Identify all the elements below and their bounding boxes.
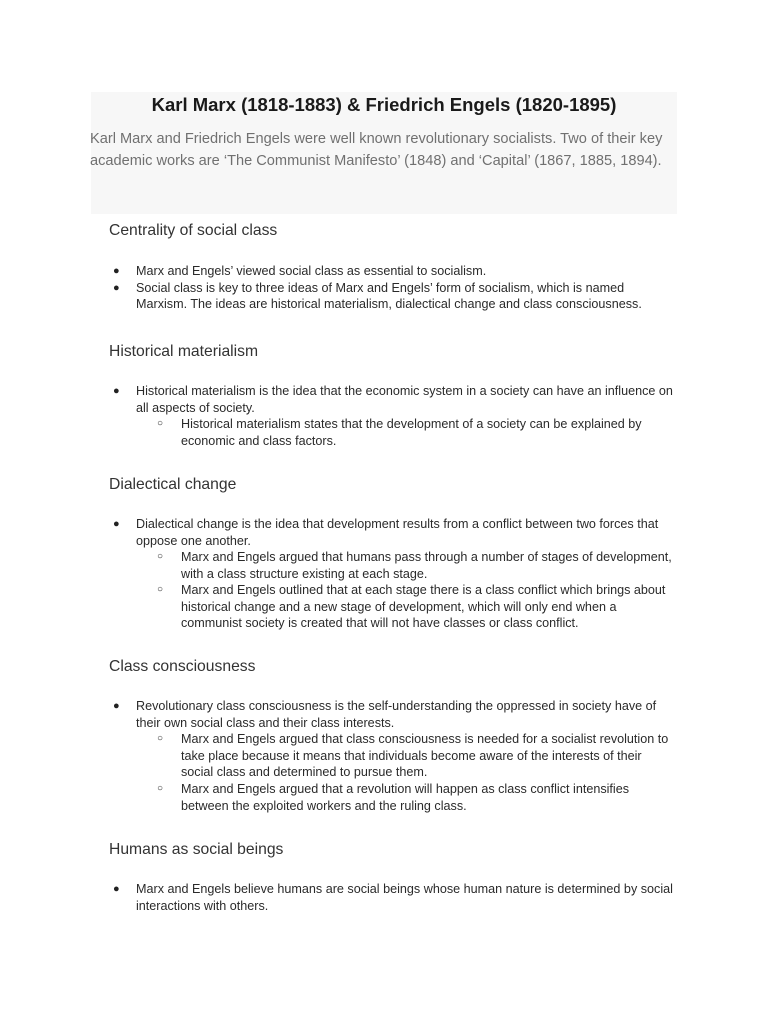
bullet-item: Dialectical change is the idea that development results from a conflict between two forces that oppose one another. — [136, 517, 659, 548]
page-title: Karl Marx (1818-1883) & Friedrich Engels (1820-1895) — [151, 94, 617, 115]
sub-bullet-marker: ○ — [157, 418, 164, 429]
section-heading-historical-materialism: Historical materialism — [109, 343, 259, 360]
bullet-item: Marx and Engels’ viewed social class as essential to socialism. — [136, 264, 487, 278]
sub-bullet-marker: ○ — [157, 584, 164, 595]
bullet-item: Revolutionary class consciousness is the self-understanding the oppressed in society have of their own social class and their class interests. — [136, 699, 657, 730]
sub-bullet-item: Marx and Engels argued that humans pass through a number of stages of development, with a class structure existing at each stage. — [181, 550, 672, 581]
sub-bullet-item: Marx and Engels argued that class consciousness is needed for a socialist revolution to take place because it means that individuals become aware of the interests of their social class and determined to pursue them. — [181, 732, 669, 779]
intro-paragraph: Karl Marx and Friedrich Engels were well known revolutionary socialists. Two of their key academic works are ‘The Communist Manifesto’ (1848) and ‘Capital’ (1867, 1885, 1894). — [90, 131, 663, 169]
bullet-marker: ● — [113, 265, 120, 277]
sub-bullet-marker: ○ — [157, 551, 164, 562]
sub-bullet-marker: ○ — [157, 783, 164, 794]
sub-bullet-marker: ○ — [157, 733, 164, 744]
bullet-item: Marx and Engels believe humans are social beings whose human nature is determined by social interactions with others. — [136, 882, 673, 913]
bullet-item: Social class is key to three ideas of Marx and Engels’ form of socialism, which is named Marxism. The ideas are historical materialism, dialectical change and class consciousness. — [136, 280, 642, 311]
bullet-marker: ● — [113, 883, 120, 895]
section-heading-humans-as-social-beings: Humans as social beings — [109, 841, 284, 858]
sub-bullet-item: Marx and Engels outlined that at each stage there is a class conflict which brings about historical change and a new stage of development, which will only end when a communist society is created that will not have classes or class conflict. — [181, 583, 666, 630]
section-heading-centrality: Centrality of social class — [109, 222, 278, 239]
sub-bullet-item: Marx and Engels argued that a revolution will happen as class conflict intensifies between the exploited workers and the ruling class. — [181, 782, 630, 813]
bullet-marker: ● — [113, 385, 120, 397]
bullet-item: Historical materialism is the idea that the economic system in a society can have an influence on all aspects of society. — [136, 384, 673, 415]
bullet-marker: ● — [113, 700, 120, 712]
sub-bullet-item: Historical materialism states that the development of a society can be explained by economic and class factors. — [181, 417, 642, 448]
bullet-marker: ● — [113, 281, 120, 294]
section-heading-class-consciousness: Class consciousness — [109, 658, 256, 675]
section-heading-dialectical-change: Dialectical change — [109, 476, 237, 493]
bullet-marker: ● — [113, 518, 120, 530]
